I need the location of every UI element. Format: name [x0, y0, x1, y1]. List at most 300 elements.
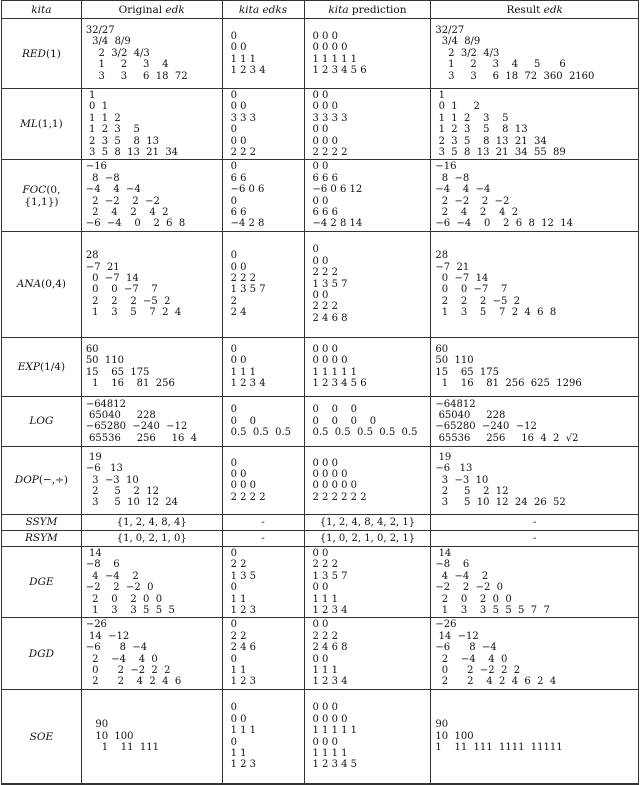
cell-line: −7 21	[435, 261, 470, 273]
cell-kita-prediction	[304, 19, 431, 89]
cell-line: 3 3 6 18 72 360 2160	[435, 70, 595, 82]
cell-kita-prediction	[304, 160, 431, 231]
cell-line: −65280 −240 −12	[435, 421, 537, 433]
cell-line: {1, 2, 4, 8, 4, 2, 1}	[319, 516, 416, 528]
header-text: Original	[118, 3, 166, 16]
kita-name: DOP	[14, 474, 39, 487]
row-label	[2, 530, 82, 546]
cell-line: 0 0	[312, 547, 329, 559]
kita-name: FOC	[22, 183, 47, 196]
cell-line: 65040 228	[85, 409, 156, 421]
cell-line: 1 1	[230, 664, 247, 676]
cell-line: 2 4 2 4 2	[435, 207, 519, 219]
row-label	[2, 446, 82, 514]
table-row	[2, 231, 639, 337]
cell-line: 14 −12	[85, 630, 130, 642]
cell-line: −4 2 8 14	[312, 218, 363, 230]
cell-result-edk	[431, 396, 639, 446]
cell-line: {1, 2, 4, 8, 4}	[116, 516, 187, 528]
header-result-edk	[431, 1, 639, 19]
cell-original-edk	[81, 618, 222, 689]
cell-line: 6 6	[230, 172, 247, 184]
cell-line: 2 5 2 12	[435, 486, 509, 498]
cell-line: 15 65 175	[85, 366, 150, 378]
cell-line: 90	[435, 719, 449, 731]
cell-line: 14 −12	[435, 630, 479, 642]
cell-line: 2 4 2 4 2	[85, 207, 169, 219]
cell-line: 15 65 175	[435, 366, 499, 378]
cell-result-edk	[431, 618, 639, 689]
cell-line: 2 2 2	[230, 272, 257, 284]
cell-line: 32/27	[435, 24, 465, 36]
cell-line: 3/4 8/9	[435, 36, 481, 48]
cell-line: 0 1 2	[435, 101, 480, 113]
cell-line: 1 1 2 3 5	[435, 112, 509, 124]
cell-line: 1 16 81 256	[85, 378, 175, 390]
cell-line: 0	[230, 124, 237, 136]
cell-line: 6 6	[230, 207, 247, 219]
cell-line: 14	[435, 547, 452, 559]
cell-result-edk	[431, 446, 639, 514]
cell-line: −8 6	[85, 559, 120, 571]
cell-kita-edks	[222, 546, 304, 617]
cell-line: 2 2 2 2 2 2	[312, 491, 367, 503]
cell-line: 0	[230, 250, 237, 262]
cell-line: 0	[230, 344, 237, 356]
cell-line: 1 1 1 1 1	[312, 53, 358, 65]
cell-line: 1 2 3 4	[312, 676, 348, 688]
cell-line: 2 2 4 2 4 6 2 4	[435, 676, 557, 688]
cell-line: 1 1 2	[85, 112, 121, 124]
cell-line: 8 −8	[435, 172, 470, 184]
cell-line: 1 3 3 5 5 5 7 7	[435, 604, 550, 616]
cell-line: 2 0 2 0 0	[85, 593, 163, 605]
table-row	[2, 530, 639, 546]
kita-args: (1)	[45, 47, 61, 60]
row-label	[2, 160, 82, 231]
header-text-italic: edk	[165, 3, 185, 16]
header-text: prediction	[348, 3, 407, 16]
cell-line: 1	[435, 90, 445, 101]
cell-line: 0 0	[230, 101, 247, 113]
cell-line: 1 1 1 1 1	[312, 366, 358, 378]
cell-line: 0 0 0 0	[312, 42, 348, 54]
cell-line: 50 110	[435, 355, 474, 367]
cell-line: 0 0 0	[312, 101, 338, 113]
cell-line: −16	[85, 161, 107, 173]
cell-line: 50 110	[85, 355, 124, 367]
row-label	[2, 546, 82, 617]
cell-line: 3 3 3	[230, 112, 257, 124]
cell-result-edk	[431, 530, 639, 546]
cell-original-edk	[81, 689, 222, 784]
cell-line: −6 8 −4	[435, 642, 497, 654]
cell-line: 1 2 3 4	[230, 64, 266, 76]
table-body	[2, 19, 639, 785]
cell-line: 0 0 0 0	[312, 415, 377, 427]
cell-line: 0 0 0 0	[312, 355, 348, 367]
cell-original-edk	[81, 530, 222, 546]
kita-args: (−,÷)	[38, 474, 69, 487]
cell-line: -	[533, 532, 537, 544]
kita-name: DGE	[29, 576, 54, 589]
cell-kita-edks	[222, 514, 304, 530]
cell-line: 3 −3 10	[85, 474, 139, 486]
cell-line: 60	[435, 344, 449, 356]
cell-line: 0 0	[230, 261, 247, 273]
cell-kita-edks	[222, 89, 304, 160]
cell-line: 3 3 6 18 72	[85, 70, 188, 82]
cell-original-edk	[81, 446, 222, 514]
cell-line: 0 0 0	[312, 736, 338, 748]
cell-line: 1 3 5 7	[312, 570, 348, 582]
header-text-italic: edk	[543, 3, 563, 16]
cell-line: 2 −4 4 0	[85, 653, 158, 665]
cell-line: 2 5 2 12	[85, 486, 159, 498]
cell-line: −6 0 6	[230, 184, 265, 196]
cell-line: −7 21	[85, 261, 120, 273]
header-kita-prediction	[304, 1, 431, 19]
kita-name: ML	[20, 118, 38, 131]
table-row	[2, 89, 639, 160]
cell-line: 2 3 5 8 13 21 34	[435, 135, 547, 147]
cell-line: 10 100	[435, 730, 474, 742]
cell-line: 14	[85, 547, 102, 559]
cell-kita-prediction	[304, 530, 431, 546]
cell-line: 3/4 8/9	[85, 36, 131, 48]
cell-line: 2 2 2	[312, 267, 338, 279]
cell-line: 65040 228	[435, 409, 506, 421]
cell-kita-edks	[222, 618, 304, 689]
cell-line: 1 1 1	[230, 366, 257, 378]
table-row	[2, 546, 639, 617]
row-label	[2, 231, 82, 337]
cell-line: −64812	[435, 398, 476, 410]
table-row	[2, 396, 639, 446]
cell-line: −26	[85, 619, 107, 631]
cell-line: 2 −2 2 −2	[435, 195, 510, 207]
cell-line: 2 2 2	[312, 301, 338, 313]
cell-line: 0 0 0 0 0	[312, 480, 358, 492]
cell-line: 1 1	[230, 593, 247, 605]
cell-line: 0	[312, 244, 319, 256]
cell-line: 1 11 111	[85, 742, 159, 754]
cell-line: 0 0 0	[312, 135, 338, 147]
cell-line: 90	[85, 719, 109, 731]
table-row	[2, 689, 639, 784]
cell-line: 2 2 4 2 4 6	[85, 676, 182, 688]
row-label	[2, 689, 82, 784]
cell-result-edk	[431, 337, 639, 396]
row-label	[2, 337, 82, 396]
cell-line: 0 0	[230, 415, 257, 427]
cell-line: 1 3 5	[230, 570, 257, 582]
kita-name: RED	[21, 47, 46, 60]
cell-line: 0 0	[312, 653, 329, 665]
cell-line: 10 100	[85, 730, 134, 742]
cell-original-edk	[81, 160, 222, 231]
header-text-italic: kita edks	[238, 3, 288, 16]
cell-line: 0 0	[312, 161, 329, 173]
cell-kita-prediction	[304, 231, 431, 337]
cell-result-edk	[431, 160, 639, 231]
cell-line: −4 2 8	[230, 218, 265, 230]
cell-line: 2 3/2 4/3	[435, 47, 500, 59]
cell-line: 0 0 0	[312, 457, 338, 469]
cell-kita-edks	[222, 396, 304, 446]
kita-name: LOG	[29, 415, 54, 428]
table-row	[2, 618, 639, 689]
kita-name: SSYM	[25, 516, 58, 529]
cell-line: 0 0	[312, 290, 329, 302]
cell-line: 0 0	[312, 124, 329, 136]
cell-line: 6 6 6	[312, 207, 338, 219]
cell-line: 2 4 6 8	[312, 312, 348, 324]
cell-line: 1 2 3	[230, 676, 257, 688]
results-table	[1, 0, 639, 785]
cell-line: 0 0	[312, 195, 329, 207]
cell-line: −8 6	[435, 559, 470, 571]
cell-line: −26	[435, 619, 457, 631]
cell-line: 3 5 8 13 21 34	[85, 147, 179, 159]
cell-line: 2 2	[230, 630, 247, 642]
cell-line: 1 1 1	[230, 725, 257, 737]
cell-line: 0	[230, 30, 237, 42]
cell-line: 1 2 3 4	[85, 59, 169, 71]
cell-kita-edks	[222, 231, 304, 337]
table-row	[2, 446, 639, 514]
cell-line: 1 16 81 256 625 1296	[435, 378, 582, 390]
cell-line: -	[533, 516, 537, 528]
cell-line: 3 −3 10	[435, 474, 489, 486]
cell-kita-edks	[222, 160, 304, 231]
cell-line: 1 1 1	[312, 593, 338, 605]
cell-line: 0 0 0 0	[312, 713, 348, 725]
cell-line: 0 0 0 0	[312, 468, 348, 480]
cell-kita-edks	[222, 446, 304, 514]
cell-line: 0.5 0.5 0.5 0.5 0.5	[312, 427, 418, 439]
row-label	[2, 514, 82, 530]
cell-line: 0 0 0	[312, 344, 338, 356]
cell-kita-prediction	[304, 689, 431, 784]
cell-kita-prediction	[304, 337, 431, 396]
cell-line: 2 4 6 8	[312, 642, 348, 654]
cell-line: 0 2 −2 2 2	[85, 664, 171, 676]
header-kita	[2, 1, 82, 19]
cell-result-edk	[431, 546, 639, 617]
cell-line: 1 1 1 1 1	[312, 725, 358, 737]
cell-line: 0 0 0	[312, 404, 358, 416]
cell-line: 0	[230, 653, 237, 665]
cell-line: 60	[85, 344, 99, 356]
cell-kita-prediction	[304, 446, 431, 514]
cell-line: −6 13	[435, 463, 473, 475]
cell-line: −6 13	[85, 463, 123, 475]
cell-line: 0 0 −7 7	[85, 284, 158, 296]
cell-line: 1 3 5 7	[230, 284, 266, 296]
cell-line: 2 2 2	[312, 559, 338, 571]
cell-line: 0 0	[230, 135, 247, 147]
cell-result-edk	[431, 514, 639, 530]
cell-line: 1 2 3 5	[85, 124, 140, 136]
cell-result-edk	[431, 689, 639, 784]
cell-line: 1 2 3 4 5 6	[435, 59, 566, 71]
cell-line: 32/27	[85, 24, 115, 36]
cell-line: 2 3/2 4/3	[85, 47, 150, 59]
cell-line: −6 0 6 12	[312, 184, 363, 196]
cell-line: 0 0 0	[230, 480, 257, 492]
cell-line: 3 5 10 12 24	[85, 497, 179, 509]
cell-line: 2 2 2 −5 2	[435, 295, 521, 307]
cell-line: 0	[230, 547, 237, 559]
cell-kita-prediction	[304, 618, 431, 689]
cell-line: 0 0 0	[312, 30, 338, 42]
row-label	[2, 396, 82, 446]
cell-line: 2 2 2 2	[230, 491, 266, 503]
cell-line: 0	[230, 702, 237, 714]
cell-line: 0	[230, 619, 237, 631]
cell-line: 1 2 3	[230, 759, 257, 771]
cell-kita-edks	[222, 337, 304, 396]
cell-line: −65280 −240 −12	[85, 421, 188, 433]
row-label	[2, 89, 82, 160]
cell-line: -	[261, 516, 265, 528]
cell-line: 0 0	[230, 355, 247, 367]
cell-line: 19	[85, 451, 102, 463]
cell-line: 6 6 6	[312, 172, 338, 184]
cell-line: 2 −4 4 0	[435, 653, 508, 665]
kita-name: RSYM	[25, 532, 58, 545]
cell-line: −16	[435, 161, 457, 173]
cell-line: 1 2 3	[230, 604, 257, 616]
cell-line: 0 0	[312, 582, 329, 594]
header-text-italic: kita	[328, 3, 349, 16]
cell-line: {1, 0, 2, 1, 0, 2, 1}	[319, 532, 416, 544]
cell-line: 1	[85, 90, 96, 101]
cell-original-edk	[81, 514, 222, 530]
cell-line: 0	[230, 404, 237, 416]
cell-line: 1 2 3 4	[312, 604, 348, 616]
kita-args: (0,4)	[41, 278, 67, 291]
cell-line: 0	[230, 582, 237, 594]
cell-line: 65536 256 16 4	[85, 432, 198, 444]
kita-name: SOE	[29, 730, 54, 743]
cell-original-edk	[81, 396, 222, 446]
cell-line: 0 −7 14	[85, 272, 139, 284]
cell-line: 2 2 2 2	[312, 147, 348, 159]
cell-line: 2 2	[230, 559, 247, 571]
header-kita-text: kita	[31, 3, 52, 16]
cell-line: -	[261, 532, 265, 544]
cell-line: 3 5 8 13 21 34 55 89	[435, 147, 566, 159]
cell-line: 0	[230, 90, 237, 101]
cell-kita-prediction	[304, 89, 431, 160]
cell-line: 1 2 3 4 5	[312, 759, 358, 771]
cell-original-edk	[81, 89, 222, 160]
cell-line: 0	[230, 457, 237, 469]
cell-line: −2 2 −2 0	[85, 582, 154, 594]
cell-line: 1 2 3 4 5 6	[312, 378, 367, 390]
cell-line: 1 2 3 4 5 6	[312, 64, 367, 76]
cell-line: 0 0	[312, 619, 329, 631]
cell-kita-edks	[222, 19, 304, 89]
cell-line: 2	[230, 295, 237, 307]
cell-line: 2 0 2 0 0	[435, 593, 512, 605]
cell-line: −6 −4 0 2 6 8	[85, 218, 186, 230]
cell-line: −6 −4 0 2 6 8 12 14	[435, 218, 573, 230]
cell-line: 1 1 1 1	[312, 747, 348, 759]
kita-args: (0,{1,1})	[24, 183, 61, 208]
cell-line: 1 1	[230, 747, 247, 759]
cell-line: 1 1 1	[312, 664, 338, 676]
cell-line: 2 3 5 8 13	[85, 135, 159, 147]
cell-original-edk	[81, 546, 222, 617]
header-kita-edks	[222, 1, 304, 19]
cell-line: 4 −4 2	[435, 570, 489, 582]
cell-line: −2 2 −2 0	[435, 582, 504, 594]
cell-line: 2 2 2 −5 2	[85, 295, 171, 307]
cell-line: 0 −7 14	[435, 272, 489, 284]
cell-line: 28	[85, 250, 99, 262]
cell-line: 0 0 0	[312, 702, 338, 714]
table-row	[2, 514, 639, 530]
cell-line: 65536 256 16 4 2 √2	[435, 432, 579, 444]
cell-line: 3 3 3 3	[312, 112, 348, 124]
cell-line: 28	[435, 250, 449, 262]
cell-line: −6 8 −4	[85, 642, 148, 654]
header-original-edk	[81, 1, 222, 19]
cell-result-edk	[431, 19, 639, 89]
table-row	[2, 337, 639, 396]
cell-line: 0.5 0.5 0.5	[230, 427, 292, 439]
cell-line: 0 0	[312, 255, 329, 267]
kita-name: EXP	[17, 360, 40, 373]
cell-result-edk	[431, 231, 639, 337]
cell-line: 2 4 6	[230, 642, 257, 654]
cell-line: 1 1 1	[230, 53, 257, 65]
cell-original-edk	[81, 337, 222, 396]
cell-line: 0 0	[230, 42, 247, 54]
cell-kita-edks	[222, 689, 304, 784]
kita-args: (1/4)	[39, 360, 66, 373]
header-row	[2, 1, 639, 19]
cell-kita-prediction	[304, 546, 431, 617]
cell-line: 8 −8	[85, 172, 120, 184]
cell-line: 0	[230, 195, 237, 207]
kita-name: ANA	[16, 278, 42, 291]
cell-line: −4 4 −4	[85, 184, 141, 196]
cell-line: 0 2 −2 2 2	[435, 664, 521, 676]
kita-name: DGD	[28, 647, 55, 660]
cell-line: 1 11 111 1111 11111	[435, 742, 563, 754]
cell-line: 1 2 3 5 8 13	[435, 124, 528, 136]
row-label	[2, 19, 82, 89]
cell-result-edk	[431, 89, 639, 160]
cell-line: 0	[230, 161, 237, 173]
cell-line: 3 5 10 12 24 26 52	[435, 497, 566, 509]
cell-line: 1 3 5 7 2 4	[85, 307, 182, 319]
header-text: Result	[506, 3, 544, 16]
cell-line: 1 3 5 7	[312, 278, 348, 290]
cell-line: 0 0	[230, 713, 247, 725]
cell-line: 2 4	[230, 307, 247, 319]
cell-line: 2 2 2	[230, 147, 257, 159]
cell-line: 0	[230, 736, 237, 748]
cell-line: 1 3 3 5 5 5	[85, 604, 175, 616]
row-label	[2, 618, 82, 689]
kita-args: (1,1)	[37, 118, 63, 131]
cell-kita-prediction	[304, 396, 431, 446]
